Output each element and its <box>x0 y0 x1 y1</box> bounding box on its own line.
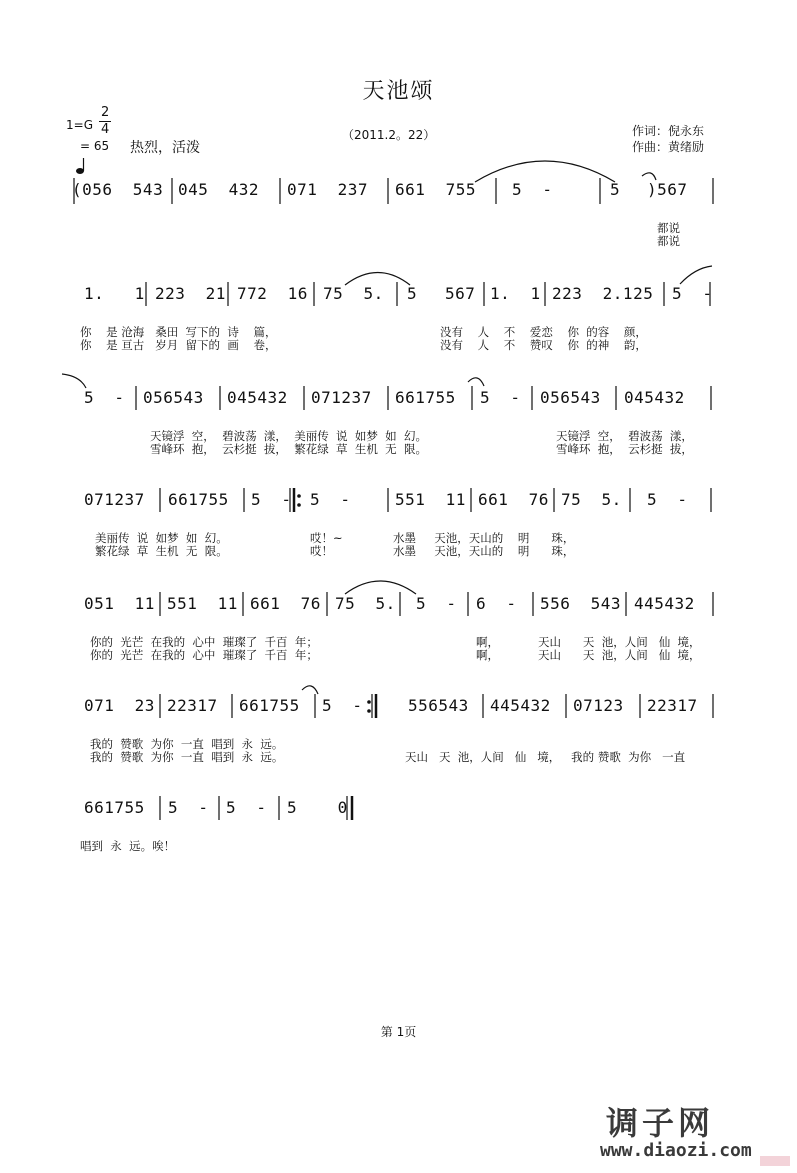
note-group: 661755 <box>84 798 145 817</box>
tempo: = 65 <box>80 139 110 153</box>
song-title: 天池颂 <box>362 79 435 104</box>
note-group: 1. 1 <box>490 284 541 303</box>
note-group: 5 - <box>647 490 688 509</box>
lyric-line-verse1: 美丽传 说 如梦 如 幻。 <box>95 531 228 545</box>
note-group: 5 - <box>416 594 457 613</box>
note-group: 5 - <box>84 388 125 407</box>
lyric-line-verse1: 天镜浮 空， 碧波荡 漾， 美丽传 说 如梦 如 幻。 <box>150 429 427 443</box>
tie <box>680 266 712 284</box>
note-group: (056 543 <box>72 180 164 199</box>
repeat-dots <box>297 494 371 713</box>
note-group: 051 11 <box>84 594 155 613</box>
note-group: 5 - <box>512 180 553 199</box>
note-group: )567 <box>647 180 688 199</box>
composer-credit: 作曲：黄绪励 <box>632 140 705 154</box>
lyric-line-verse2: 你 是 亘古 岁月 留下的 画 卷， <box>80 338 277 352</box>
note-group: 6 - <box>476 594 517 613</box>
note-group: 056543 <box>540 388 601 407</box>
note-group: 661755 <box>395 388 456 407</box>
tie <box>345 273 410 286</box>
lyric-line-verse1: 没有 人 不 爱恋 你 的容 颜， <box>440 325 647 339</box>
lyric-line-verse2: 没有 人 不 赞叹 你 的神 韵， <box>440 338 647 352</box>
tie <box>62 374 86 388</box>
note-group: 445432 <box>634 594 695 613</box>
time-signature-top: 2 <box>101 105 110 120</box>
note-group: 223 2.125 <box>552 284 654 303</box>
lyric-line-verse1: 哎！~ <box>310 531 343 545</box>
tie <box>468 378 484 386</box>
note-group: 772 16 <box>237 284 308 303</box>
note-group: 75 5. <box>323 284 384 303</box>
note-group: 07123 <box>573 696 624 715</box>
note-group: 661 76 <box>250 594 321 613</box>
note-group: 5 - <box>251 490 292 509</box>
note-group: 567 <box>445 284 476 303</box>
note-group: 445432 <box>490 696 551 715</box>
note-group: 223 21 <box>155 284 226 303</box>
note-group: 661755 <box>168 490 229 509</box>
lyric-line-verse1: 天山 天 池，人间 仙 境， <box>538 635 701 649</box>
lyric-line-verse2: 哎！ <box>310 544 333 558</box>
note-group: 75 5. <box>335 594 396 613</box>
lyric-line-verse2: 你的 光芒 在我的 心中 璀璨了 千百 年； <box>90 648 318 662</box>
lyric-line-verse2: 繁花绿 草 生机 无 限。 <box>95 544 228 558</box>
note-group: 22317 <box>647 696 698 715</box>
key-signature: 1=G <box>66 118 93 132</box>
note-group: 5 - <box>322 696 363 715</box>
lyric-line-verse2: 雪峰环 抱， 云杉挺 拔， <box>556 442 693 456</box>
tie <box>345 581 416 594</box>
note-group: 1. 1 <box>84 284 145 303</box>
lyric-line-verse2: 天山 天 池，人间 仙 境， 我的 赞歌 为你 一直 <box>405 750 686 764</box>
note-group: 556543 <box>408 696 469 715</box>
note-group: 056543 <box>143 388 204 407</box>
note-group: 5 0 <box>287 798 348 817</box>
note-group: 045432 <box>227 388 288 407</box>
tie <box>302 686 318 694</box>
note-group: 5 - <box>672 284 713 303</box>
note-group: 045 432 <box>178 180 260 199</box>
note-group: 661 755 <box>395 180 477 199</box>
note-group: 5 - <box>226 798 267 817</box>
note-group: 071237 <box>84 490 145 509</box>
note-group: 556 543 <box>540 594 622 613</box>
page-number: 第 1页 <box>380 1025 417 1039</box>
lyric-line-verse1: 水墨 天池，天山的 明 珠， <box>393 531 575 545</box>
note-group: 5 - <box>168 798 209 817</box>
lyric-line-verse1: 都说 <box>657 221 680 235</box>
note-group: 071237 <box>311 388 372 407</box>
lyric-line-verse2: 雪峰环 抱， 云杉挺 拔， 繁花绿 草 生机 无 限。 <box>150 442 427 456</box>
tie <box>642 173 656 180</box>
lyric-line-verse1: 天镜浮 空， 碧波荡 漾， <box>556 429 693 443</box>
lyric-line-verse1: 你 是 沧海 桑田 写下的 诗 篇， <box>80 325 277 339</box>
lyricist-credit: 作词：倪永东 <box>632 124 705 138</box>
note-group: 5 <box>610 180 621 199</box>
time-signature-bottom: 4 <box>101 122 110 137</box>
watermark-url: www.diaozi.com <box>600 1140 752 1161</box>
note-group: 071 23 <box>84 696 155 715</box>
note-group: 661 76 <box>478 490 549 509</box>
note-group: 045432 <box>624 388 685 407</box>
lyric-line-verse1: 啊， <box>476 635 499 649</box>
note-group: 661755 <box>239 696 300 715</box>
note-group: 071 237 <box>287 180 369 199</box>
composition-date: （2011.2。22） <box>342 128 436 142</box>
lyric-line-verse2: 都说 <box>657 234 680 248</box>
expression-marking: 热烈，活泼 <box>130 140 200 156</box>
watermark-logo: 调子网 <box>606 1104 715 1142</box>
note-group: 22317 <box>167 696 218 715</box>
lyric-line-verse2: 水墨 天池，天山的 明 珠， <box>393 544 575 558</box>
note-group: 5 - <box>480 388 521 407</box>
note-group: 551 11 <box>167 594 238 613</box>
lyric-line-verse1: 我的 赞歌 为你 一直 唱到 永 远。 <box>90 737 284 751</box>
lyric-line-verse2: 天山 天 池，人间 仙 境， <box>538 648 701 662</box>
watermark-stamp <box>760 1156 790 1166</box>
note-group: 75 5. <box>561 490 622 509</box>
lyric-line-verse1: 唱到 永 远。唉！ <box>80 839 176 853</box>
lyric-line-verse1: 你的 光芒 在我的 心中 璀璨了 千百 年； <box>90 635 318 649</box>
lyric-line-verse2: 我的 赞歌 为你 一直 唱到 永 远。 <box>90 750 284 764</box>
note-group: 5 - <box>310 490 351 509</box>
note-group: 5 <box>407 284 418 303</box>
lyric-line-verse2: 啊， <box>476 648 499 662</box>
note-group: 551 11 <box>395 490 466 509</box>
